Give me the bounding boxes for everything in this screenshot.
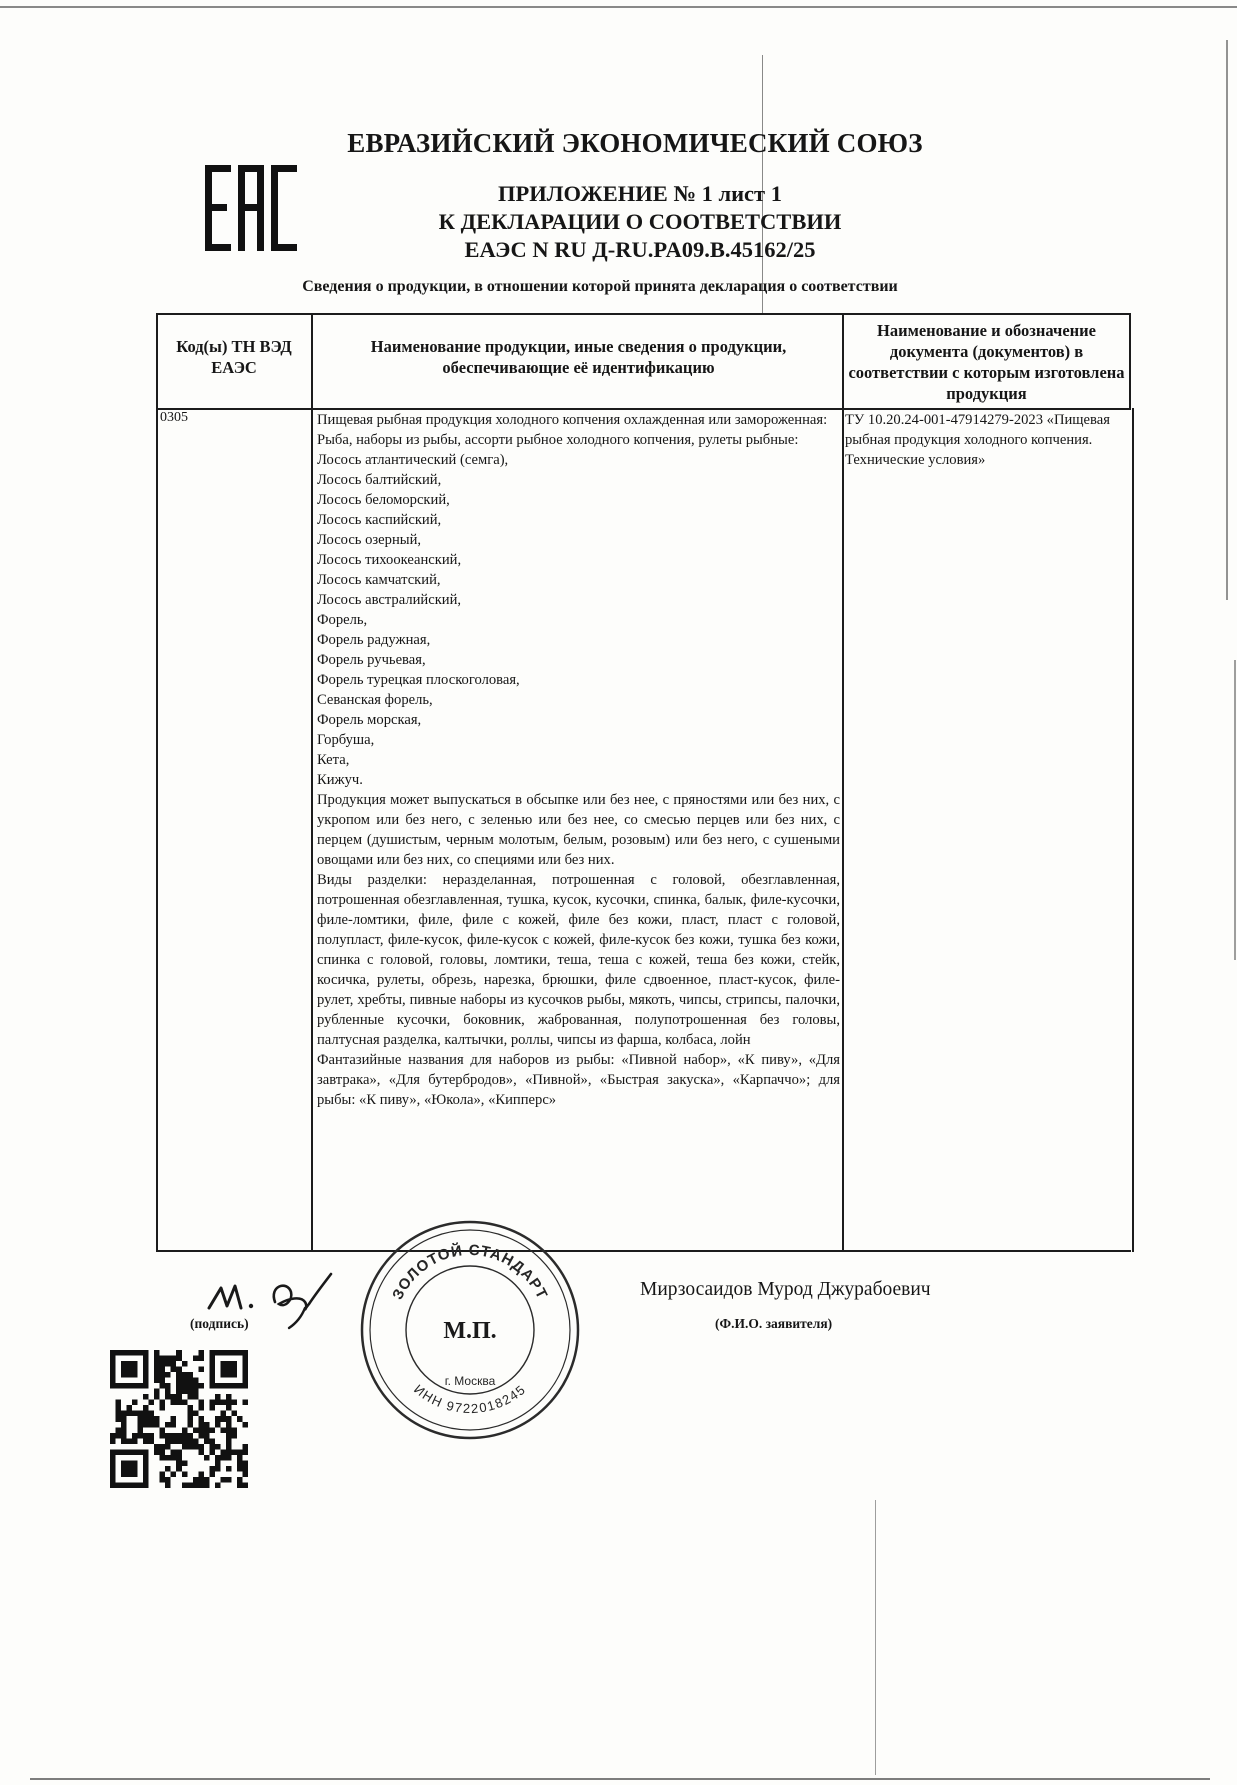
signature-label: (подпись) [190,1316,249,1331]
desc-paragraph-cuts: Виды разделки: неразделанная, потрошенная с головой, обезглавленная, потрошенная обезглавленная, тушка, кусок, кусочки, спинка, балык, филе-кусочки, филе-ломтики, филе, филе с кожей, филе без кожи, пласт, пласт с головой, полупласт, филе-кусок, филе-кусок с кожей, филе-кусок без кожи, тушка без кожи, спинка с головой, головы, ломтики, теша, теша с кожей, теша без кожи, стейк, косичка, рулеты, обрезь, нарезка, брюшки, филе сдвоенное, пласт-кусок, филе-рулет, хребты, пивные наборы из кусочков рыбы, мякоть, чипсы, стрипсы, палочки, рубленные кусочки, боковник, жаброванная, полупотрошенная без головы, палтусная разделка, калтычки, роллы, чипсы из фарша, колбаса, лойн [317,872,840,1048]
desc-line: Форель радужная, [317,632,431,648]
applicant-name-label: (Ф.И.О. заявителя) [715,1316,833,1331]
product-document: ТУ 10.20.24-001-47914279-2023 «Пищевая рыбная продукция холодного копчения. Технические условия» [845,412,1110,468]
desc-line: Форель ручьевая, [317,652,426,668]
stamp-inn-text: ИНН 9722018245 [411,1381,529,1417]
desc-line: Форель, [317,612,368,628]
desc-line: Форель турецкая плоскоголовая, [317,672,520,688]
desc-line: Лосось каспийский, [317,512,442,528]
table-caption: Сведения о продукции, в отношении которой принята декларация о соответствии [302,278,898,295]
desc-paragraph-names: Фантазийные названия для наборов из рыбы: «Пивной набор», «К пиву», «Для завтрака», «Для бутербродов», «Пивной», «Быстрая закуска», «Карпаччо»; для рыбы: «К пиву», «Юкола», «Кипперс» [317,1052,840,1108]
annex-title [370,180,910,264]
scan-artifact-right-line [1226,40,1228,600]
desc-line: Лосось балтийский, [317,472,442,488]
desc-line: Лосось беломорский, [317,492,450,508]
union-title: ЕВРАЗИЙСКИЙ ЭКОНОМИЧЕСКИЙ СОЮЗ [347,128,923,158]
header-code: Код(ы) ТН ВЭД ЕАЭС [176,337,292,377]
product-code: 0305 [160,410,188,425]
annex-line-2: К ДЕКЛАРАЦИИ О СООТВЕТСТВИИ [438,209,842,234]
header-description: Наименование продукции, иные сведения о продукции, обеспечивающие её идентификацию [370,337,787,377]
annex-line-1: ПРИЛОЖЕНИЕ № 1 лист 1 [498,181,782,206]
desc-line: Пищевая рыбная продукция холодного копчения охлажденная или замороженная: [317,412,828,428]
company-seal-icon [355,1215,585,1445]
applicant-name: Мирзосаидов Мурод Джурабоевич [640,1279,931,1300]
desc-line: Рыба, наборы из рыбы, ассорти рыбное холодного копчения, рулеты рыбные: [317,432,799,448]
scan-artifact-bottom-line [30,1778,1210,1780]
desc-line: Лосось камчатский, [317,572,441,588]
scan-artifact-top-line [0,6,1237,8]
desc-line: Лосось атлантический (семга), [317,452,509,468]
desc-line: Лосось австралийский, [317,592,462,608]
annex-line-3: ЕАЭС N RU Д-RU.PA09.B.45162/25 [464,237,816,262]
eac-mark-icon [205,165,297,251]
desc-line: Лосось озерный, [317,532,422,548]
product-description [317,410,840,1110]
desc-line: Горбуша, [317,732,375,748]
desc-line: Севанская форель, [317,692,433,708]
scan-artifact-right-line-lower [1234,660,1236,960]
scan-artifact-lower-fold-line [875,1500,876,1775]
header-document: Наименование и обозначение документа (документов) в соответствии с которым изготовлена продукция [848,321,1125,403]
stamp-brand-text: ЗОЛОТОЙ СТАНДАРТ [389,1241,551,1303]
qr-code-icon [110,1350,248,1488]
svg-text:ЗОЛОТОЙ СТАНДАРТ [389,1241,551,1302]
desc-line: Лосось тихоокеанский, [317,552,462,568]
stamp-city-text: г. Москва [444,1374,496,1388]
desc-line: Форель морская, [317,712,422,728]
stamp-center-text: М.П. [443,1318,497,1344]
desc-line: Кижуч. [317,772,363,788]
desc-line: Кета, [317,752,350,768]
desc-paragraph-additives: Продукция может выпускаться в обсыпке или без нее, с пряностями или без них, с укропом или без него, с зеленью или без нее, со смесью перцев или без них, с перцем (душистым, черным молотым, белым, розовым) или без него, с сушеными овощами или без них, со специями или без них. [317,792,840,868]
